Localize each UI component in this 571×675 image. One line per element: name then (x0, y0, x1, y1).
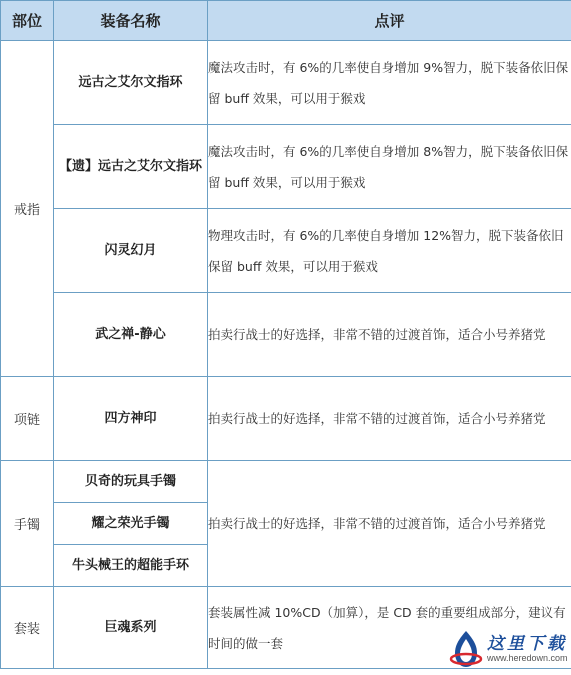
header-row (1, 1, 571, 41)
equipment-name: 牛头械王的超能手环 (54, 545, 208, 587)
header-comment: 点评 (208, 1, 571, 41)
part-set: 套装 (1, 587, 54, 669)
equipment-comment: 魔法攻击时，有 6%的几率使自身增加 9%智力，脱下装备依旧保留 buff 效果，可以用于猴戏 (208, 41, 571, 125)
equipment-comment: 物理攻击时，有 6%的几率使自身增加 12%智力，脱下装备依旧保留 buff 效果，可以用于猴戏 (208, 209, 571, 293)
equipment-name: 贝奇的玩具手镯 (54, 461, 208, 503)
table-row (1, 293, 571, 377)
watermark-title: 这里下载 (487, 634, 567, 654)
equipment-name: 闪灵幻月 (54, 209, 208, 293)
equipment-comment: 魔法攻击时，有 6%的几率使自身增加 8%智力，脱下装备依旧保留 buff 效果，可以用于猴戏 (208, 125, 571, 209)
equipment-comment: 套装属性减 10%CD（加算），是 CD 套的重要组成部分，建议有时间的做一套 (208, 587, 571, 669)
equipment-comment: 拍卖行战士的好选择，非常不错的过渡首饰，适合小号养猪党 (208, 293, 571, 377)
equipment-comment: 拍卖行战士的好选择，非常不错的过渡首饰，适合小号养猪党 (208, 461, 571, 587)
part-necklace: 项链 (1, 377, 54, 461)
equipment-name: 四方神印 (54, 377, 208, 461)
table-row (1, 41, 571, 125)
part-ring: 戒指 (1, 41, 54, 377)
table-row (1, 461, 571, 503)
heredown-logo-icon (449, 629, 483, 669)
equipment-name: 耀之荣光手镯 (54, 503, 208, 545)
equipment-name: 武之禅-静心 (54, 293, 208, 377)
header-part: 部位 (1, 1, 54, 41)
part-bracelet: 手镯 (1, 461, 54, 587)
watermark (449, 627, 567, 671)
table-row (1, 377, 571, 461)
equipment-comment: 拍卖行战士的好选择，非常不错的过渡首饰，适合小号养猪党 (208, 377, 571, 461)
table-row (1, 125, 571, 209)
table-row (1, 209, 571, 293)
watermark-url: www.heredown.com (487, 653, 568, 663)
equipment-name: 【遗】远古之艾尔文指环 (54, 125, 208, 209)
equipment-name: 巨魂系列 (54, 587, 208, 669)
header-name: 装备名称 (54, 1, 208, 41)
equipment-name: 远古之艾尔文指环 (54, 41, 208, 125)
